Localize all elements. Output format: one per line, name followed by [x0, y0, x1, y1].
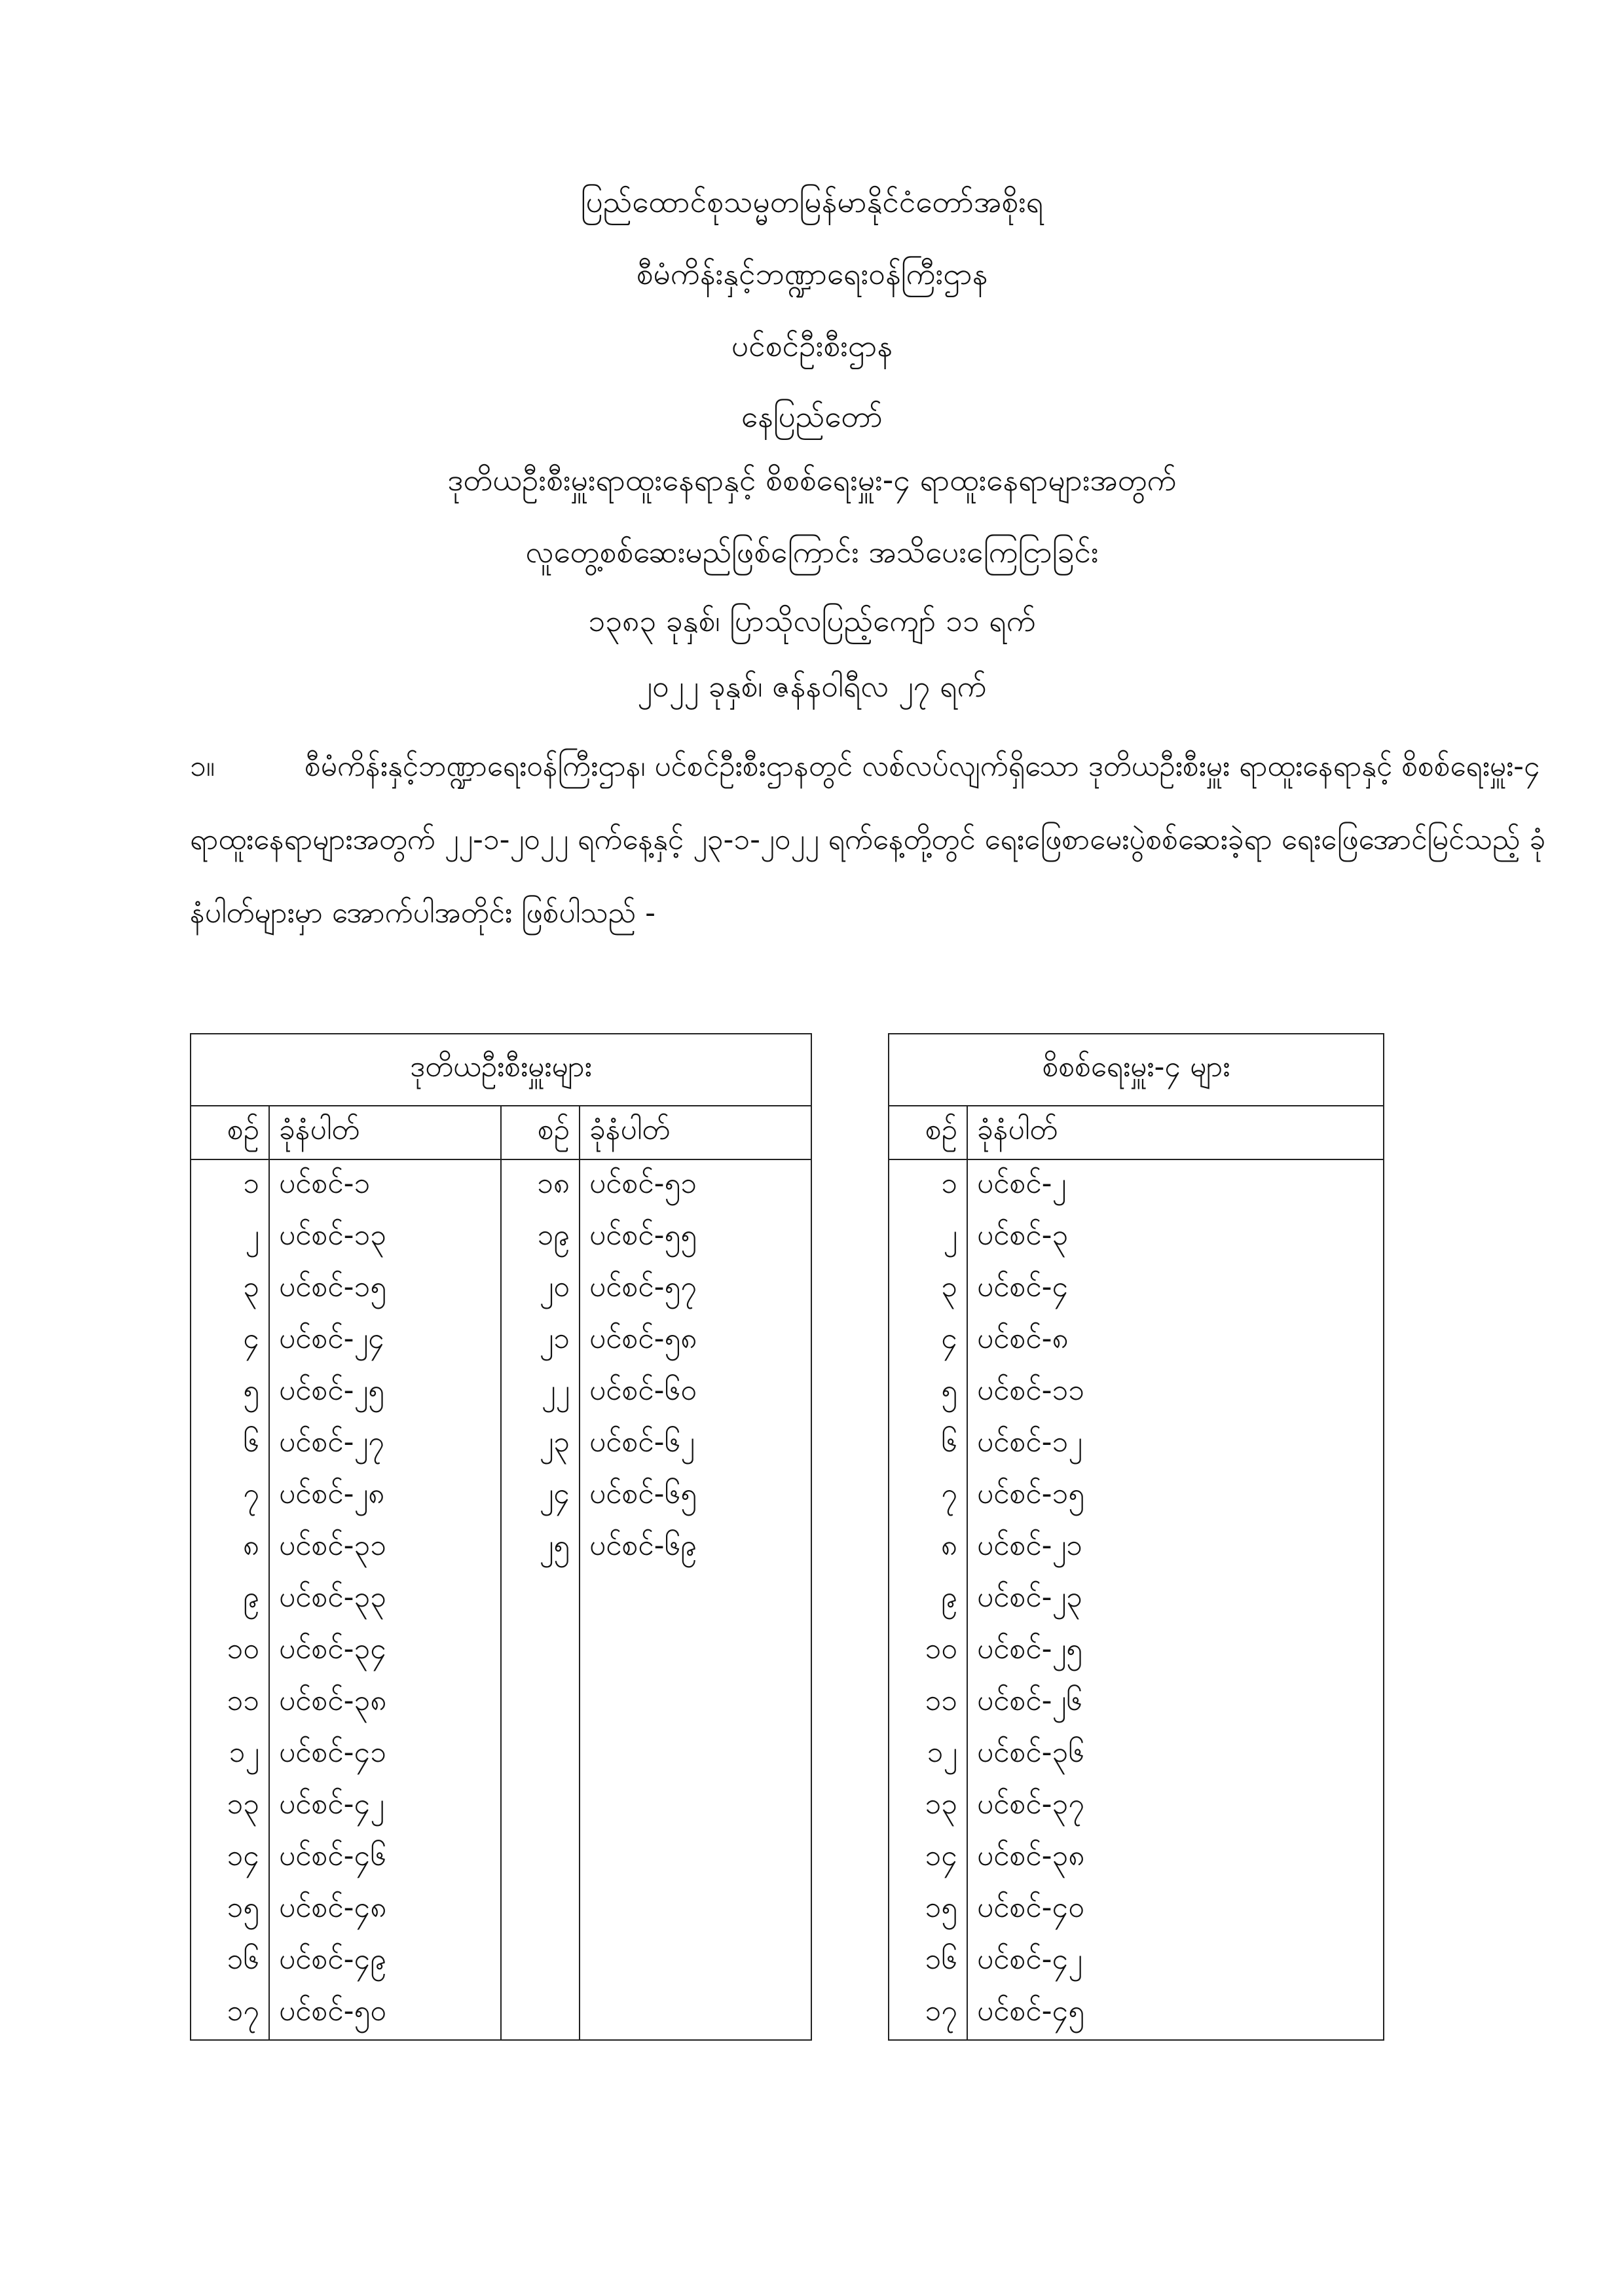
- table-row: [889, 1729, 1384, 1781]
- table-row: [889, 1419, 1384, 1470]
- header-city: နေပြည်တော်: [741, 399, 883, 434]
- roll-number-cell: ပင်စင်-၅၀: [269, 1988, 501, 2040]
- roll-number-cell: ပင်စင်-၂၇: [269, 1419, 501, 1470]
- table-row: [191, 1522, 811, 1574]
- serial-cell: ၁၄: [889, 1832, 967, 1884]
- roll-number-cell: ပင်စင်-၁၂: [967, 1419, 1384, 1470]
- roll-number-cell: ပင်စင်-၃၄: [269, 1626, 501, 1677]
- table-row: [889, 1264, 1384, 1315]
- roll-number-cell: ပင်စင်-၃: [967, 1212, 1384, 1264]
- table-row: [889, 1626, 1384, 1677]
- serial-cell: ၁၁: [889, 1677, 967, 1729]
- serial-cell: ၁၄: [191, 1832, 269, 1884]
- serial-cell: ၁၁: [191, 1677, 269, 1729]
- serial-cell: [501, 1781, 580, 1832]
- roll-number-cell: ပင်စင်-၈: [967, 1315, 1384, 1367]
- roll-number-cell: ပင်စင်-၃၇: [967, 1781, 1384, 1832]
- table-row: [191, 1264, 811, 1315]
- serial-cell: ၂၂: [501, 1367, 580, 1419]
- roll-number-cell: ပင်စင်-၂၅: [967, 1626, 1384, 1677]
- roll-number-cell: ပင်စင်-၅၈: [580, 1315, 811, 1367]
- serial-cell: ၆: [889, 1419, 967, 1470]
- table-row: [191, 1367, 811, 1419]
- header-department: ပင်စင်ဦးစီးဌာန: [731, 328, 893, 363]
- serial-cell: ၇: [191, 1470, 269, 1522]
- table-row: [191, 1315, 811, 1367]
- serial-cell: ၂၀: [501, 1264, 580, 1315]
- roll-number-cell: [580, 1781, 811, 1832]
- serial-cell: ၁၆: [889, 1936, 967, 1988]
- column-header-serial: စဉ်: [191, 1106, 269, 1159]
- serial-cell: ၄: [889, 1315, 967, 1367]
- paragraph-text: စီမံကိန်းနှင့်ဘဏ္ဍာရေးဝန်ကြီးဌာန၊ ပင်စင်ဦးစီးဌာနတွင် လစ်လပ်လျက်ရှိသော ဒုတိယဦးစီးမှူး ရာထူးနေရာနှင့် စိစစ်ရေးမှူး-၄ ရာထူးနေရာများအတွက် ၂၂-၁-၂၀၂၂ ရက်နေ့နှင့် ၂၃-၁-၂၀၂၂ ရက်နေ့တို့တွင် ရေးဖြေစာမေးပွဲစစ်ဆေးခဲ့ရာ ရေးဖြေအောင်မြင်သည့် ခုံနံပါတ်များမှာ အောက်ပါအတိုင်း ဖြစ်ပါသည် -: [190, 750, 1546, 930]
- roll-number-cell: ပင်စင်-၁: [269, 1159, 501, 1212]
- serial-cell: [501, 1936, 580, 1988]
- roll-number-cell: ပင်စင်-၂၃: [967, 1574, 1384, 1626]
- table-row: [889, 1832, 1384, 1884]
- body-paragraph: [190, 730, 1565, 950]
- serial-cell: [501, 1729, 580, 1781]
- column-header-roll-number: ခုံနံပါတ်: [269, 1106, 501, 1159]
- column-header-serial: စဉ်: [501, 1106, 580, 1159]
- serial-cell: ၇: [889, 1470, 967, 1522]
- serial-cell: ၁၅: [889, 1884, 967, 1936]
- serial-cell: ၁၂: [191, 1729, 269, 1781]
- table-row: [889, 1574, 1384, 1626]
- serial-cell: ၅: [889, 1367, 967, 1419]
- serial-cell: ၁: [889, 1159, 967, 1212]
- roll-number-cell: ပင်စင်-၆၅: [580, 1470, 811, 1522]
- roll-number-cell: ပင်စင်-၁၅: [269, 1264, 501, 1315]
- myanmar-date: ၁၃၈၃ ခုနှစ်၊ ပြာသိုလပြည့်ကျော် ၁၁ ရက်: [588, 603, 1036, 638]
- roll-number-cell: ပင်စင်-၁၅: [967, 1470, 1384, 1522]
- serial-cell: ၁၈: [501, 1159, 580, 1212]
- header-government: ပြည်ထောင်စုသမ္မတမြန်မာနိုင်ငံတော်အစိုးရ: [580, 184, 1044, 219]
- roll-number-cell: ပင်စင်-၄၉: [269, 1936, 501, 1988]
- roll-number-cell: ပင်စင်-၃၁: [269, 1522, 501, 1574]
- table-row: [191, 1988, 811, 2040]
- table-row: [191, 1159, 811, 1212]
- roll-number-cell: ပင်စင်-၆၀: [580, 1367, 811, 1419]
- roll-number-cell: ပင်စင်-၂၁: [967, 1522, 1384, 1574]
- roll-number-cell: ပင်စင်-၄: [967, 1264, 1384, 1315]
- roll-number-cell: [580, 1574, 811, 1626]
- roll-number-cell: ပင်စင်-၅၁: [580, 1159, 811, 1212]
- serial-cell: ၁၆: [191, 1936, 269, 1988]
- table-body: [191, 1159, 811, 2040]
- roll-number-cell: ပင်စင်-၂၄: [269, 1315, 501, 1367]
- table-row: [889, 1936, 1384, 1988]
- roll-number-cell: ပင်စင်-၃၆: [967, 1729, 1384, 1781]
- roll-number-cell: ပင်စင်-၁၃: [269, 1212, 501, 1264]
- roll-number-cell: ပင်စင်-၂၅: [269, 1367, 501, 1419]
- serial-cell: ၅: [191, 1367, 269, 1419]
- serial-cell: ၁၀: [889, 1626, 967, 1677]
- column-header-serial: စဉ်: [889, 1106, 967, 1159]
- paragraph-number: ၁။: [190, 750, 215, 783]
- roll-number-cell: ပင်စင်-၄၆: [269, 1832, 501, 1884]
- column-header-roll-number: ခုံနံပါတ်: [967, 1106, 1384, 1159]
- roll-number-cell: ပင်စင်-၄၂: [269, 1781, 501, 1832]
- roll-number-cell: ပင်စင်-၁၁: [967, 1367, 1384, 1419]
- serial-cell: ၉: [191, 1574, 269, 1626]
- header-ministry: စီမံကိန်းနှင့်ဘဏ္ဍာရေးဝန်ကြီးဌာန: [636, 256, 988, 291]
- table-row: [191, 1574, 811, 1626]
- table-row: [889, 1367, 1384, 1419]
- table-title: ဒုတိယဦးစီးမှူးများ: [191, 1034, 811, 1106]
- roll-number-cell: ပင်စင်-၃၃: [269, 1574, 501, 1626]
- roll-number-cell: ပင်စင်-၂၈: [269, 1470, 501, 1522]
- serial-cell: ၈: [191, 1522, 269, 1574]
- roll-number-cell: [580, 1626, 811, 1677]
- table-row: [889, 1315, 1384, 1367]
- roll-number-cell: [580, 1677, 811, 1729]
- serial-cell: ၁၀: [191, 1626, 269, 1677]
- roll-number-cell: ပင်စင်-၂၆: [967, 1677, 1384, 1729]
- table-row: [191, 1212, 811, 1264]
- examiner-results-table: [888, 1033, 1384, 2041]
- roll-number-cell: ပင်စင်-၆၂: [580, 1419, 811, 1470]
- serial-cell: ၁၇: [191, 1988, 269, 2040]
- table-row: [191, 1419, 811, 1470]
- serial-cell: [501, 1626, 580, 1677]
- document-subject-line2: လူတွေ့စစ်ဆေးမည်ဖြစ်ကြောင်း အသိပေးကြေငြာခြင်း: [525, 534, 1099, 570]
- serial-cell: ၂၁: [501, 1315, 580, 1367]
- roll-number-cell: ပင်စင်-၄၅: [967, 1988, 1384, 2040]
- serial-cell: ၁၃: [889, 1781, 967, 1832]
- roll-number-cell: ပင်စင်-၆၉: [580, 1522, 811, 1574]
- roll-number-cell: ပင်စင်-၅၇: [580, 1264, 811, 1315]
- table-row: [889, 1212, 1384, 1264]
- table-row: [889, 1988, 1384, 2040]
- roll-number-cell: ပင်စင်-၄၁: [269, 1729, 501, 1781]
- roll-number-cell: ပင်စင်-၅၅: [580, 1212, 811, 1264]
- table-row: [191, 1781, 811, 1832]
- table-row: [889, 1470, 1384, 1522]
- table-row: [191, 1884, 811, 1936]
- table-row: [191, 1936, 811, 1988]
- serial-cell: ၄: [191, 1315, 269, 1367]
- roll-number-cell: ပင်စင်-၄၂: [967, 1936, 1384, 1988]
- serial-cell: ၂: [191, 1212, 269, 1264]
- table-row: [889, 1884, 1384, 1936]
- document-subject-line1: ဒုတိယဦးစီးမှူးရာထူးနေရာနှင့် စိစစ်ရေးမှူး-၄ ရာထူးနေရာများအတွက်: [447, 462, 1177, 498]
- roll-number-cell: ပင်စင်-၄၀: [967, 1884, 1384, 1936]
- serial-cell: ၂၅: [501, 1522, 580, 1574]
- serial-cell: [501, 1832, 580, 1884]
- serial-cell: ၂၃: [501, 1419, 580, 1470]
- serial-cell: ၁၇: [889, 1988, 967, 2040]
- roll-number-cell: ပင်စင်-၃၈: [269, 1677, 501, 1729]
- roll-number-cell: [580, 1832, 811, 1884]
- serial-cell: ၂၄: [501, 1470, 580, 1522]
- serial-cell: ၁၉: [501, 1212, 580, 1264]
- roll-number-cell: [580, 1936, 811, 1988]
- table-row: [191, 1677, 811, 1729]
- serial-cell: ၁၅: [191, 1884, 269, 1936]
- serial-cell: [501, 1574, 580, 1626]
- serial-cell: ၁၃: [191, 1781, 269, 1832]
- serial-cell: ၁: [191, 1159, 269, 1212]
- serial-cell: [501, 1884, 580, 1936]
- table-row: [191, 1832, 811, 1884]
- gregorian-date: ၂၀၂၂ ခုနှစ်၊ ဇန်နဝါရီလ ၂၇ ရက်: [637, 668, 987, 704]
- serial-cell: ၃: [889, 1264, 967, 1315]
- serial-cell: ၉: [889, 1574, 967, 1626]
- roll-number-cell: [580, 1729, 811, 1781]
- table-row: [191, 1729, 811, 1781]
- roll-number-cell: ပင်စင်-၂: [967, 1159, 1384, 1212]
- table-body: [889, 1159, 1384, 2040]
- table-title: စိစစ်ရေးမှူး-၄ များ: [889, 1034, 1384, 1106]
- column-header-roll-number: ခုံနံပါတ်: [580, 1106, 811, 1159]
- table-row: [191, 1470, 811, 1522]
- serial-cell: ၆: [191, 1419, 269, 1470]
- roll-number-cell: ပင်စင်-၃၈: [967, 1832, 1384, 1884]
- serial-cell: [501, 1677, 580, 1729]
- table-row: [889, 1522, 1384, 1574]
- serial-cell: ၁၂: [889, 1729, 967, 1781]
- table-row: [889, 1677, 1384, 1729]
- deputy-director-results-table: [190, 1033, 812, 2041]
- serial-cell: ၈: [889, 1522, 967, 1574]
- roll-number-cell: [580, 1884, 811, 1936]
- roll-number-cell: [580, 1988, 811, 2040]
- table-row: [889, 1781, 1384, 1832]
- serial-cell: ၃: [191, 1264, 269, 1315]
- roll-number-cell: ပင်စင်-၄၈: [269, 1884, 501, 1936]
- table-row: [889, 1159, 1384, 1212]
- serial-cell: [501, 1988, 580, 2040]
- table-row: [191, 1626, 811, 1677]
- serial-cell: ၂: [889, 1212, 967, 1264]
